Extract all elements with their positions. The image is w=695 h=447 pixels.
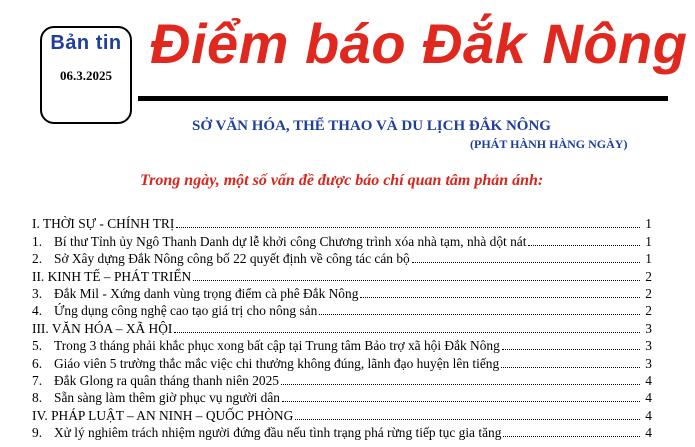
dot-leader <box>281 383 640 385</box>
toc-entry-title: Đắk Mil - Xứng danh vùng trọng điểm cà phê Đắk Nông <box>54 285 359 301</box>
toc-entry[interactable] <box>32 423 652 440</box>
toc-entry-title: Ứng dụng công nghệ cao tạo giá trị cho nông sản <box>54 303 318 319</box>
dot-leader <box>193 279 640 281</box>
publication-frequency: (PHÁT HÀNH HÀNG NGÀY) <box>470 137 628 151</box>
toc-entry[interactable] <box>32 301 652 318</box>
toc-page-number: 1 <box>645 233 652 249</box>
toc-entry[interactable] <box>32 336 652 353</box>
toc-section-title: II. KINH TẾ – PHÁT TRIỂN <box>32 268 192 284</box>
toc-entry-number: 1. <box>32 233 43 249</box>
toc-entry-number: 2. <box>32 251 43 267</box>
toc-page-number: 4 <box>645 425 652 441</box>
toc-page-number: 3 <box>645 355 652 371</box>
toc-entry[interactable] <box>32 388 652 405</box>
dot-leader <box>360 296 640 298</box>
intro-line: Trong ngày, một số vấn đề được báo chí quan tâm phản ánh: <box>140 172 544 189</box>
toc-entry[interactable] <box>32 231 652 248</box>
toc-entry[interactable] <box>32 249 652 266</box>
bulletin-label: Bản tin <box>50 32 122 54</box>
toc-section-title: IV. PHÁP LUẬT – AN NINH – QUỐC PHÒNG <box>32 407 294 423</box>
toc-page-number: 3 <box>645 338 652 354</box>
toc-section[interactable] <box>32 266 652 283</box>
toc-page-number: 2 <box>645 268 652 284</box>
toc-section-title: III. VĂN HÓA – XÃ HỘI <box>32 320 173 336</box>
toc-entry-number: 4. <box>32 303 43 319</box>
toc-entry-number: 3. <box>32 285 43 301</box>
toc-entry-title: Đắk Glong ra quân tháng thanh niên 2025 <box>54 372 279 388</box>
toc-entry-title: Giáo viên 5 trường thắc mắc việc chi thưởng không đúng, lãnh đạo huyện lên tiếng <box>54 355 500 371</box>
dot-leader <box>176 226 640 228</box>
toc-entry-number: 8. <box>32 390 43 406</box>
dot-leader <box>319 313 640 315</box>
toc-section[interactable] <box>32 214 652 231</box>
toc-entry-number: 9. <box>32 425 43 441</box>
dot-leader <box>503 435 640 437</box>
dot-leader <box>502 348 640 350</box>
masthead-title: Điểm báo Đắk Nông <box>150 12 688 75</box>
dot-leader <box>174 331 640 333</box>
dot-leader <box>501 366 640 368</box>
toc-entry-title: Sở Xây dựng Đắk Nông công bố 22 quyết định về công tác cán bộ <box>54 251 410 267</box>
toc-page-number: 4 <box>645 407 652 423</box>
toc-entry-number: 5. <box>32 338 43 354</box>
toc-section-title: I. THỜI SỰ - CHÍNH TRỊ <box>32 216 175 232</box>
toc-page-number: 1 <box>645 216 652 232</box>
toc-page-number: 1 <box>645 251 652 267</box>
toc-entry-number: 7. <box>32 372 43 388</box>
dot-leader <box>295 418 640 420</box>
table-of-contents <box>32 214 652 440</box>
issue-date: 06.3.2025 <box>60 68 112 83</box>
toc-page-number: 4 <box>645 390 652 406</box>
toc-entry[interactable] <box>32 353 652 370</box>
dot-leader <box>528 244 640 246</box>
toc-entry-number: 6. <box>32 355 43 371</box>
toc-page-number: 4 <box>645 372 652 388</box>
toc-entry-title: Trong 3 tháng phải khắc phục xong bất cập tại Trung tâm Bảo trợ xã hội Đắk Nông <box>54 338 500 354</box>
toc-page-number: 2 <box>645 303 652 319</box>
toc-entry[interactable] <box>32 371 652 388</box>
toc-page-number: 2 <box>645 285 652 301</box>
toc-page-number: 3 <box>645 320 652 336</box>
masthead-rule <box>138 96 668 101</box>
toc-entry-title: Sẵn sàng làm thêm giờ phục vụ người dân <box>54 390 280 406</box>
toc-entry-title: Xử lý nghiêm trách nhiệm người đứng đầu nếu tình trạng phá rừng tiếp tục gia tăng <box>54 425 502 441</box>
toc-section[interactable] <box>32 318 652 335</box>
toc-entry-title: Bí thư Tỉnh ủy Ngô Thanh Danh dự lễ khởi công Chương trình xóa nhà tạm, nhà dột nát <box>54 233 527 249</box>
dot-leader <box>282 400 640 402</box>
toc-section[interactable] <box>32 405 652 422</box>
bulletin-badge <box>40 26 132 124</box>
dot-leader <box>412 261 640 263</box>
toc-entry[interactable] <box>32 284 652 301</box>
publisher-name: SỞ VĂN HÓA, THỂ THAO VÀ DU LỊCH ĐẮK NÔNG <box>192 118 551 134</box>
